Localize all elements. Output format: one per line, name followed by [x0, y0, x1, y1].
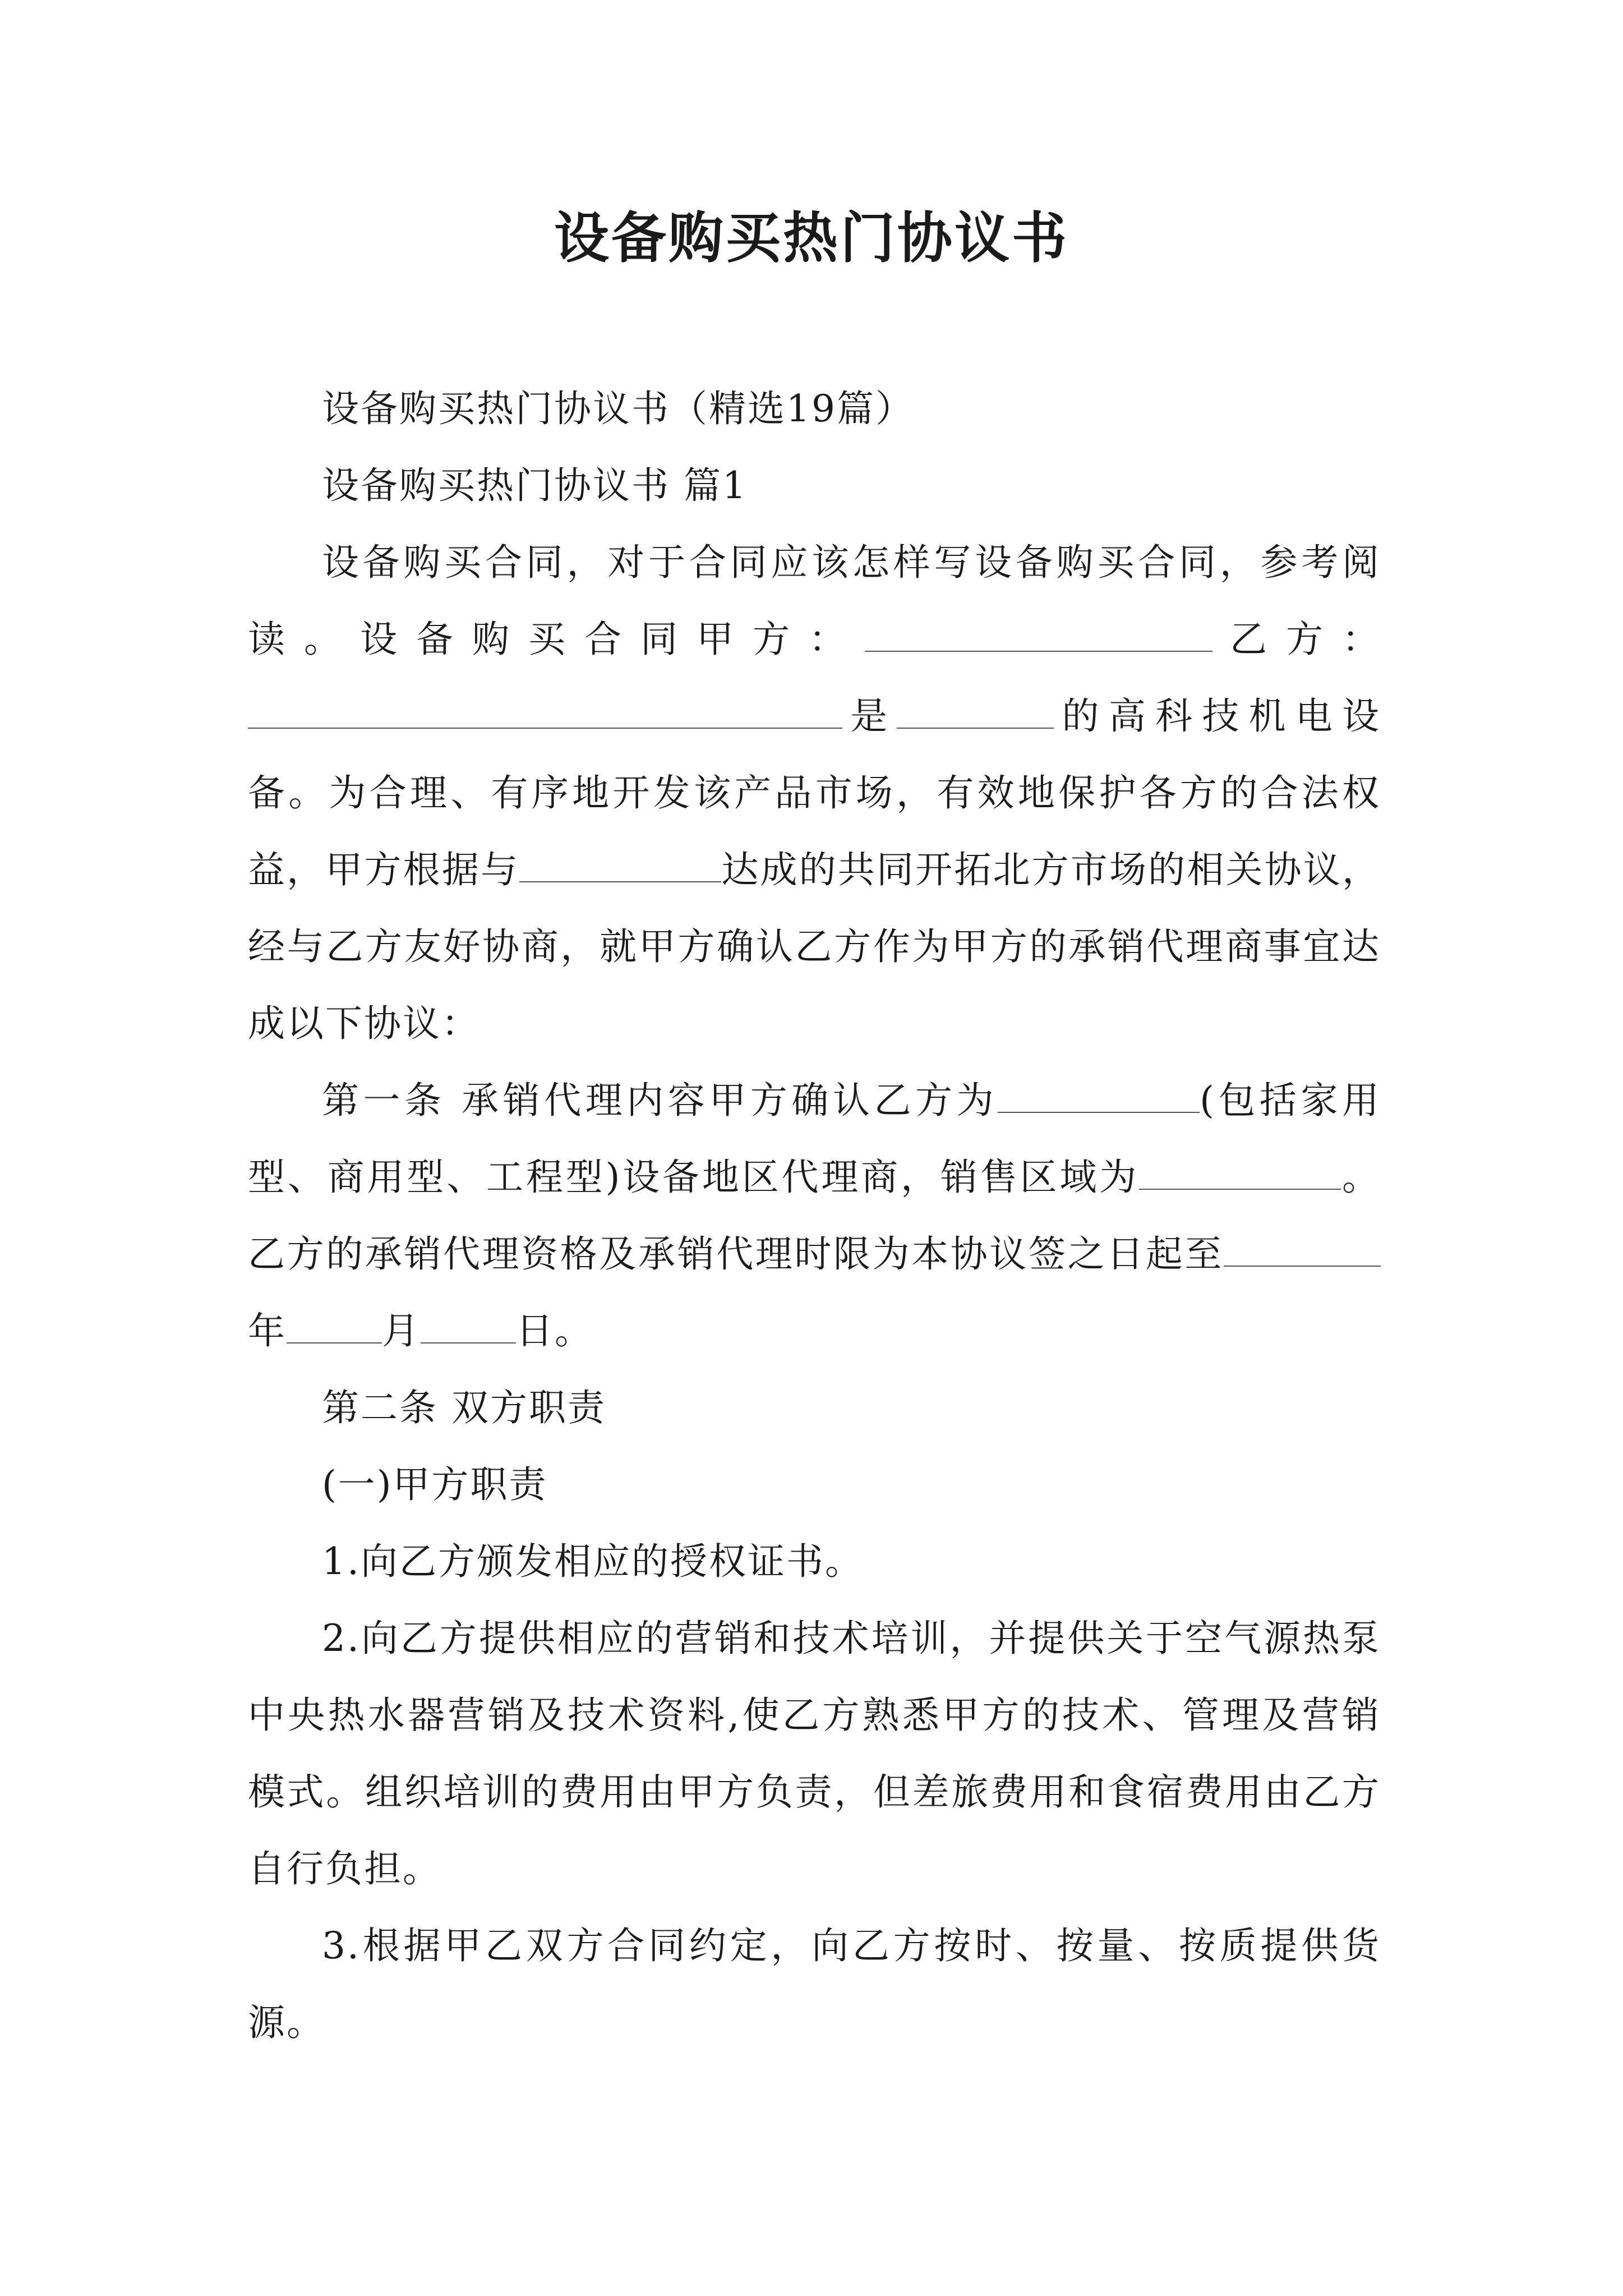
article-1-paragraph	[248, 1062, 1381, 1369]
article-1-text-c: 。乙方的承销代理资格及承销代理时限为本协议签之日起至	[248, 1156, 1381, 1276]
intro-text-b: 乙方：	[1212, 618, 1381, 661]
document-title: 设备购买热门协议书	[554, 206, 1069, 270]
product-blank	[897, 694, 1054, 729]
article-2-heading: 第二条 双方职责	[322, 1386, 606, 1429]
intro-text-a: 设备购买合同，对于合同应该怎样写设备购买合同，参考阅读。设备购买合同甲方：	[248, 541, 1381, 661]
section-heading: 设备购买热门协议书 篇1	[322, 464, 748, 507]
duty-item-3: 3.根据甲乙双方合同约定，向乙方按时、按量、按质提供货源。	[248, 1924, 1381, 2044]
partner-blank	[519, 848, 721, 882]
party-a-blank	[865, 618, 1212, 652]
day-label: 日。	[516, 1309, 593, 1352]
duty-item-1: 1.向乙方颁发相应的授权证书。	[322, 1540, 864, 1583]
year-blank	[1224, 1232, 1381, 1267]
intro-text-d: 的高科技机电设备。为合理、有序地开发该产品市场，有效地保护各方的合法权益，甲方根据与	[248, 694, 1381, 891]
article-1-text-a: 第一条 承销代理内容甲方确认乙方为	[322, 1079, 998, 1122]
year-label: 年	[248, 1309, 287, 1352]
intro-text-c: 是	[842, 694, 897, 738]
duty-item-2: 2.向乙方提供相应的营销和技术培训，并提供关于空气源热泵中央热水器营销及技术资料,使乙方熟悉甲方的技术、管理及营销模式。组织培训的费用由甲方负责，但差旅费用和食宿费用由乙方自行负担。	[248, 1617, 1381, 1890]
document-body	[248, 370, 1381, 2061]
subtitle: 设备购买热门协议书（精选19篇）	[322, 387, 914, 430]
party-b-blank	[248, 694, 842, 729]
intro-paragraph	[248, 524, 1381, 1062]
agent-type-blank	[998, 1079, 1200, 1113]
day-blank	[421, 1309, 516, 1343]
intro-text-e: 达成的共同开拓北方市场的相关协议，经与乙方友好协商，就甲方确认乙方作为甲方的承销代理商事宜达成以下协议：	[248, 848, 1381, 1045]
month-blank	[287, 1309, 382, 1343]
month-label: 月	[382, 1309, 421, 1352]
party-a-duties-heading: (一)甲方职责	[322, 1463, 548, 1506]
article-1-text-b: (包括家用型、商用型、工程型)设备地区代理商，销售区域为	[248, 1079, 1381, 1199]
sales-region-blank	[1139, 1156, 1341, 1190]
